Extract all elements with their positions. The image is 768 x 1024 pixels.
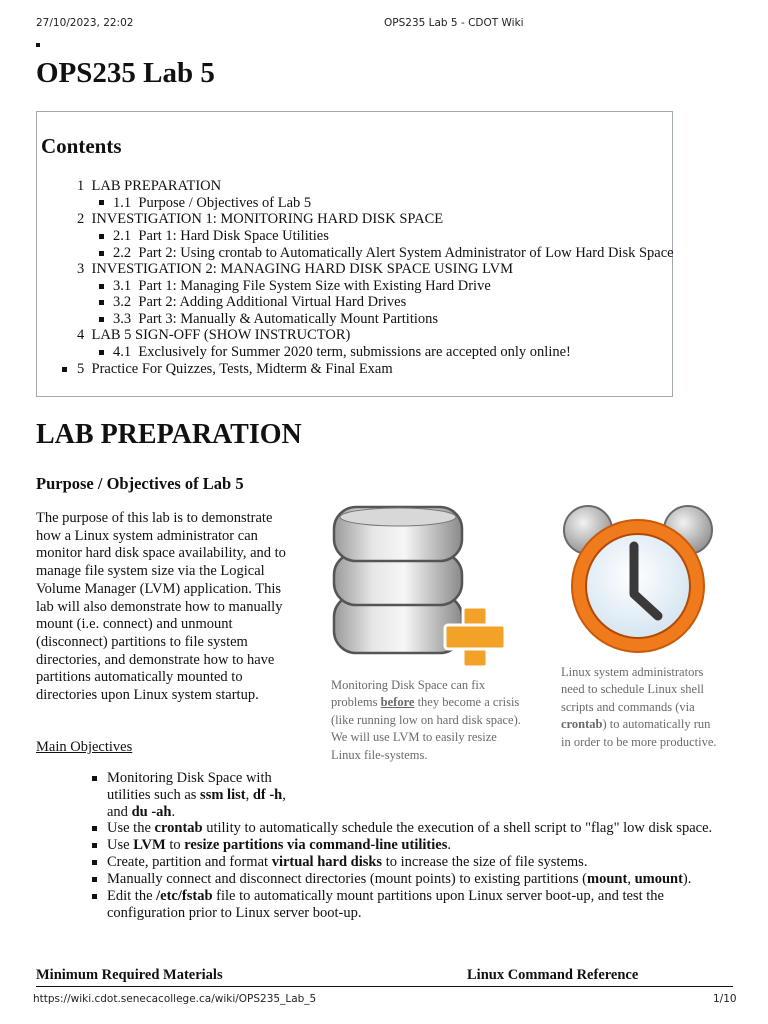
toc-bullet xyxy=(99,234,104,239)
text: file to automatically mount partitions upon Linux server boot-up, and test the xyxy=(212,888,664,904)
toc-item-1-1[interactable] xyxy=(113,195,311,212)
toc-num: 1.1 xyxy=(113,195,132,211)
toc-item-3[interactable] xyxy=(77,261,513,278)
toc-num: 3.3 xyxy=(113,311,132,327)
print-page-title: OPS235 Lab 5 - CDOT Wiki xyxy=(384,17,524,29)
print-datetime: 27/10/2023, 22:02 xyxy=(36,17,134,29)
caption-text: they become a crisis (like running low on hard disk space). We will use LVM to easily resize Linux file-systems. xyxy=(331,695,521,762)
toc-bullet xyxy=(99,300,104,305)
caption-text: Monitoring Disk Space can fix problems xyxy=(331,678,486,710)
command: crontab xyxy=(154,820,203,836)
text: Create, partition and format xyxy=(107,854,272,870)
toc-label: Exclusively for Summer 2020 term, submissions are accepted only online! xyxy=(138,344,571,360)
toc-num: 4.1 xyxy=(113,344,132,360)
caption-emphasis: before xyxy=(380,695,415,710)
toc-label: LAB PREPARATION xyxy=(91,178,222,194)
command-reference-heading: Linux Command Reference xyxy=(467,967,639,983)
toc-item-4[interactable] xyxy=(77,327,350,344)
objective-bullet xyxy=(92,860,97,865)
text: Manually connect and disconnect directories (mount points) to existing partitions ( xyxy=(107,871,588,887)
toc-item-3-3[interactable] xyxy=(113,311,438,328)
toc-label: INVESTIGATION 1: MONITORING HARD DISK SPACE xyxy=(91,211,444,227)
objective-bullet xyxy=(92,826,97,831)
toc-num: 5 xyxy=(77,361,85,377)
toc-item-5[interactable] xyxy=(77,361,393,378)
disk-storage-icon xyxy=(329,503,507,673)
print-page-number: 1/10 xyxy=(713,993,737,1005)
text: Edit the xyxy=(107,888,157,904)
text: ). xyxy=(682,871,692,887)
toc-bullet xyxy=(99,317,104,322)
objective-item xyxy=(107,837,451,854)
page-title: OPS235 Lab 5 xyxy=(36,57,215,89)
text: to increase the size of file systems. xyxy=(382,854,588,870)
objective-item xyxy=(107,871,691,888)
toc-num: 2 xyxy=(77,211,85,227)
main-objectives-label: Main Objectives xyxy=(36,739,133,755)
toc-num: 2.1 xyxy=(113,228,132,244)
toc-bullet xyxy=(99,350,104,355)
caption-text: Linux system administrators need to schedule Linux shell scripts and commands (via xyxy=(561,665,705,714)
command: LVM xyxy=(133,837,166,853)
toc-item-2[interactable] xyxy=(77,211,443,228)
min-materials-heading: Minimum Required Materials xyxy=(36,967,223,983)
objective-bullet xyxy=(92,776,97,781)
caption-text: ) to automatically run in order to be more productive. xyxy=(561,717,717,749)
stray-bullet xyxy=(36,43,40,47)
objective-item-cont xyxy=(107,804,175,821)
objective-item-cont xyxy=(107,905,362,922)
text: , xyxy=(282,787,286,803)
text: Use xyxy=(107,837,134,853)
command: df -h xyxy=(252,787,283,803)
toc-label: Part 2: Adding Additional Virtual Hard Drives xyxy=(138,294,407,310)
command: resize partitions via command-line utilities xyxy=(184,837,448,853)
toc-bullet xyxy=(99,251,104,256)
command: virtual hard disks xyxy=(271,854,383,870)
objective-bullet xyxy=(92,894,97,899)
toc-item-4-1[interactable] xyxy=(113,344,571,361)
text: and xyxy=(107,804,132,820)
print-url: https://wiki.cdot.senecacollege.ca/wiki/OPS235_Lab_5 xyxy=(33,993,317,1005)
toc-bullet xyxy=(99,200,104,205)
text: . xyxy=(171,804,176,820)
command: ssm list xyxy=(200,787,246,803)
disk-figure-caption xyxy=(331,677,521,764)
caption-emphasis: crontab xyxy=(561,717,603,732)
subsection-heading: Purpose / Objectives of Lab 5 xyxy=(36,474,244,493)
text: Monitoring Disk Space with xyxy=(107,770,272,786)
command: umount xyxy=(634,871,683,887)
toc-title: Contents xyxy=(41,134,122,158)
objective-bullet xyxy=(92,877,97,882)
objective-item xyxy=(107,854,587,871)
toc-num: 2.2 xyxy=(113,245,132,261)
toc-bullet xyxy=(99,284,104,289)
text: to xyxy=(165,837,185,853)
toc-item-3-1[interactable] xyxy=(113,278,491,295)
toc-label: Part 1: Managing File System Size with Existing Hard Drive xyxy=(138,278,491,294)
toc-num: 1 xyxy=(77,178,85,194)
clock-figure-caption xyxy=(561,664,721,751)
toc-item-3-2[interactable] xyxy=(113,294,406,311)
toc-label: Part 1: Hard Disk Space Utilities xyxy=(138,228,329,244)
section-heading: LAB PREPARATION xyxy=(36,419,302,450)
toc-num: 3.1 xyxy=(113,278,132,294)
objective-item xyxy=(107,888,664,905)
toc-bullet xyxy=(62,367,67,372)
toc-num: 3 xyxy=(77,261,85,277)
toc-label: LAB 5 SIGN-OFF (SHOW INSTRUCTOR) xyxy=(91,327,351,343)
toc-label: Purpose / Objectives of Lab 5 xyxy=(138,195,312,211)
intro-paragraph: The purpose of this lab is to demonstrate how a Linux system administrator can monitor hard disk space availability, and to manage file system size via the Logical Volume Manager (LVM) application. This lab will also demonstrate how to manually mount (i.e. connect) and unmount (disconnect) partitions to file system directories, and demonstrate how to have partitions automatically mounted to directories upon Linux system startup. xyxy=(36,510,286,704)
toc-label: INVESTIGATION 2: MANAGING HARD DISK SPACE USING LVM xyxy=(91,261,513,277)
text: , xyxy=(245,787,253,803)
text: configuration prior to Linux server boot-up. xyxy=(107,905,362,921)
toc-num: 3.2 xyxy=(113,294,132,310)
text: utility to automatically schedule the execution of a shell script to "flag" low disk space. xyxy=(202,820,713,836)
objective-bullet xyxy=(92,843,97,848)
toc-item-1[interactable] xyxy=(77,178,221,195)
command: mount xyxy=(587,871,628,887)
objective-item xyxy=(107,820,712,837)
text: , xyxy=(627,871,635,887)
alarm-clock-icon xyxy=(562,504,716,656)
objective-item xyxy=(107,770,272,787)
toc-label: Part 2: Using crontab to Automatically Alert System Administrator of Low Hard Disk Space xyxy=(138,245,674,261)
text: Use the xyxy=(107,820,155,836)
toc-item-2-1[interactable] xyxy=(113,228,329,245)
command: /etc/fstab xyxy=(156,888,213,904)
toc-item-2-2[interactable] xyxy=(113,245,674,262)
toc-label: Practice For Quizzes, Tests, Midterm & Final Exam xyxy=(91,361,393,377)
command: du -ah xyxy=(131,804,172,820)
text: . xyxy=(447,837,451,853)
objective-item-cont xyxy=(107,787,286,804)
toc-label: Part 3: Manually & Automatically Mount Partitions xyxy=(138,311,439,327)
text: utilities such as xyxy=(107,787,201,803)
divider xyxy=(36,986,733,987)
toc-num: 4 xyxy=(77,327,85,343)
